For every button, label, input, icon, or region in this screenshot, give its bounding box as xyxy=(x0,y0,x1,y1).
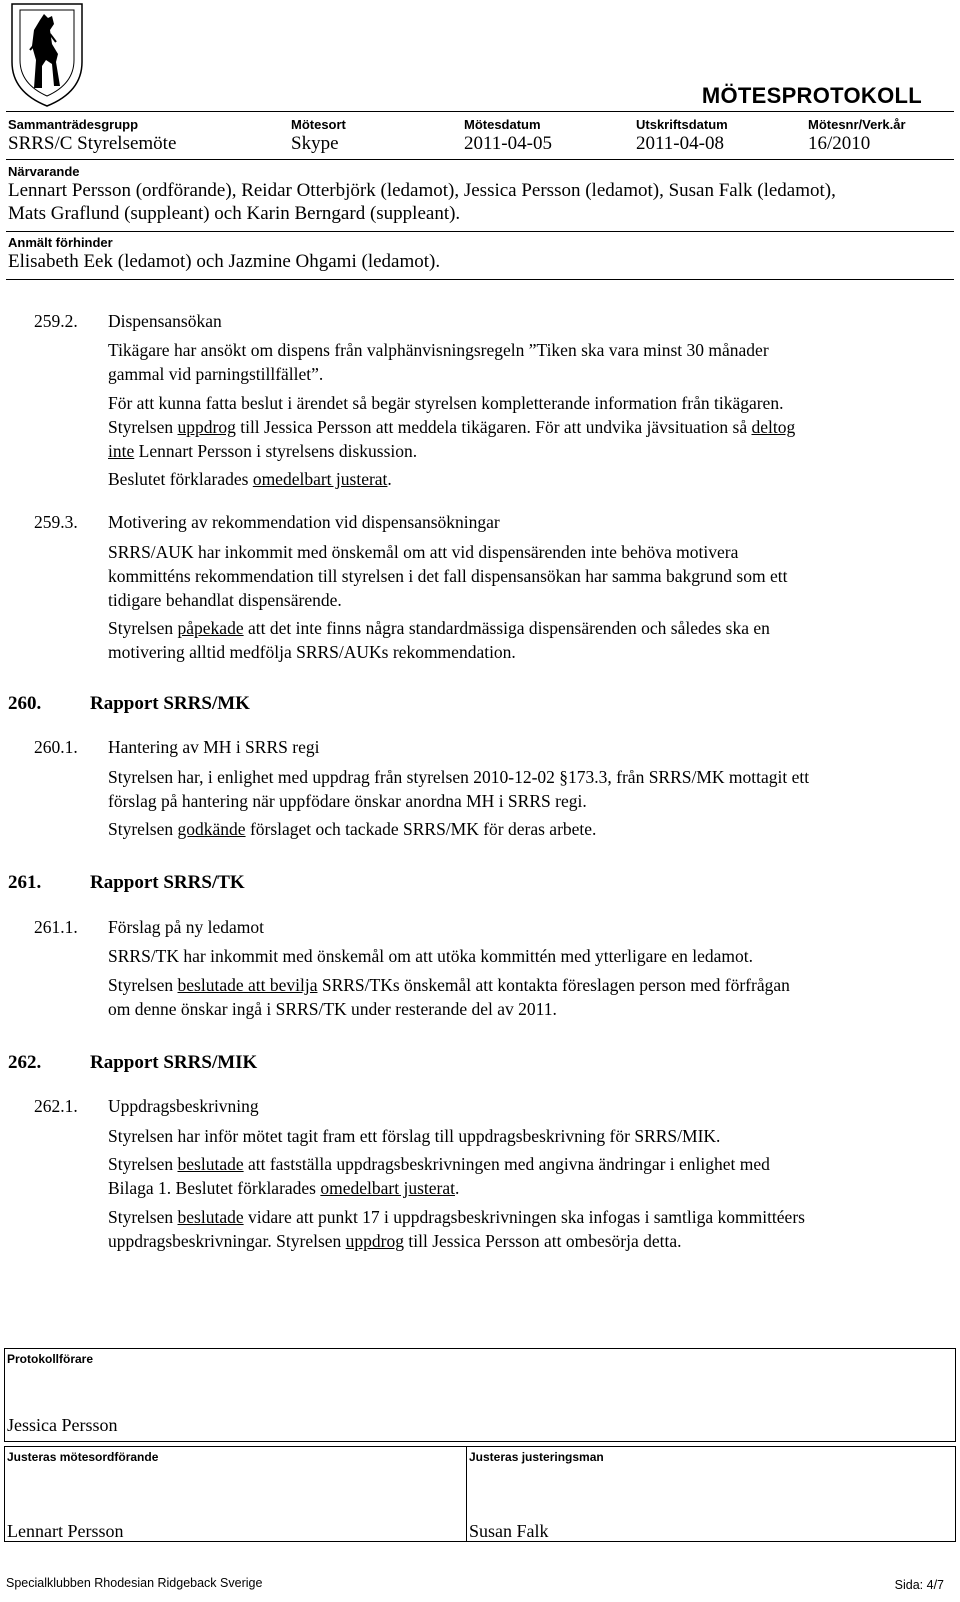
item-number-260-1: 260.1. xyxy=(34,737,78,757)
item-title-259-3: Motivering av rekommendation vid dispensansökningar xyxy=(108,512,500,532)
decision-word: omedelbart justerat xyxy=(320,1178,455,1198)
decision-word: beslutade xyxy=(177,1207,244,1227)
text-run: Styrelsen xyxy=(108,618,178,638)
text-run: Styrelsen xyxy=(108,1207,178,1227)
item-262-1-line-2 xyxy=(108,1152,770,1176)
field-label-sammantradesgrupp: Sammanträdesgrupp xyxy=(8,117,139,132)
item-259-2-line-5 xyxy=(108,439,417,463)
header-rule-top xyxy=(6,111,954,112)
footer-page-number: Sida: 4/7 xyxy=(894,1578,944,1592)
field-value-motesdatum: 2011-04-05 xyxy=(464,133,552,154)
text-run: till Jessica Persson att meddela tikägaren. För att undvika jävsituation så xyxy=(235,417,752,437)
section-heading-260: Rapport SRRS/MK xyxy=(90,693,250,714)
present-line-2: Mats Graflund (suppleant) och Karin Berngard (suppleant). xyxy=(8,203,461,224)
item-260-1-line-2: förslag på hantering när uppfödare önskar anordna MH i SRRS regi. xyxy=(108,791,587,811)
absent-value: Elisabeth Eek (ledamot) och Jazmine Ohgami (ledamot). xyxy=(8,251,441,272)
header-rule-absent xyxy=(6,231,954,232)
present-line-1: Lennart Persson (ordförande), Reidar Otterbjörk (ledamot), Jessica Persson (ledamot), Susan Falk (ledamot), xyxy=(8,180,836,201)
text-run: Styrelsen xyxy=(108,819,178,839)
item-title-262-1: Uppdragsbeskrivning xyxy=(108,1096,259,1116)
item-259-2-line-4 xyxy=(108,415,795,439)
item-260-1-line-1: Styrelsen har, i enlighet med uppdrag från styrelsen 2010-12-02 §173.3, från SRRS/MK mottagit ett xyxy=(108,767,810,787)
item-261-1-line-2 xyxy=(108,973,790,997)
text-run: uppdragsbeskrivningar. Styrelsen xyxy=(108,1231,346,1251)
item-title-259-2: Dispensansökan xyxy=(108,311,222,331)
item-259-3-line-3: tidigare behandlat dispensärende. xyxy=(108,590,342,610)
decision-word: beslutade xyxy=(177,1154,244,1174)
item-259-2-line-3: För att kunna fatta beslut i ärendet så begär styrelsen kompletterande information från tikägaren. xyxy=(108,393,784,413)
section-number-262: 262. xyxy=(8,1052,42,1073)
item-262-1-line-4 xyxy=(108,1205,805,1229)
item-title-260-1: Hantering av MH i SRRS regi xyxy=(108,737,320,757)
signature-label-justeringsman: Justeras justeringsman xyxy=(469,1450,604,1464)
field-value-utskriftsdatum: 2011-04-08 xyxy=(636,133,724,154)
decision-word: deltog xyxy=(751,417,796,437)
text-run: SRRS/TKs önskemål att kontakta föreslagen person med förfrågan xyxy=(317,975,790,995)
text-run: till Jessica Persson att ombesörja detta. xyxy=(404,1231,682,1251)
text-run: att det inte finns några standardmässiga dispensärenden och således ska en xyxy=(243,618,770,638)
text-run: Bilaga 1. Beslutet förklarades xyxy=(108,1178,321,1198)
item-259-3-line-2: kommitténs rekommendation till styrelsen i det fall dispensansökan har samma bakgrund som ett xyxy=(108,566,788,586)
decision-word: uppdrog xyxy=(177,417,236,437)
item-259-2-line-6 xyxy=(108,467,392,491)
item-number-259-3: 259.3. xyxy=(34,512,78,532)
field-label-utskriftsdatum: Utskriftsdatum xyxy=(636,117,728,132)
decision-word: påpekade xyxy=(177,618,244,638)
section-heading-262: Rapport SRRS/MIK xyxy=(90,1052,258,1073)
item-262-1-line-3 xyxy=(108,1176,459,1200)
text-run: Beslutet förklarades xyxy=(108,469,253,489)
item-259-3-line-4 xyxy=(108,616,770,640)
signature-name-justeringsman: Susan Falk xyxy=(469,1521,549,1541)
item-259-2-line-2: gammal vid parningstillfället”. xyxy=(108,364,324,384)
item-262-1-line-5 xyxy=(108,1229,682,1253)
item-title-261-1: Förslag på ny ledamot xyxy=(108,917,265,937)
signature-box-protokollforare xyxy=(4,1348,956,1442)
footer-organization: Specialklubben Rhodesian Ridgeback Sverige xyxy=(6,1576,263,1590)
item-number-259-2: 259.2. xyxy=(34,311,78,331)
text-run: Styrelsen xyxy=(108,1154,178,1174)
header-rule-present xyxy=(6,159,954,160)
club-logo xyxy=(4,0,90,108)
field-value-motesnr: 16/2010 xyxy=(808,133,871,154)
section-number-261: 261. xyxy=(8,872,42,893)
field-label-motesnr: Mötesnr/Verk.år xyxy=(808,117,906,132)
text-run: Styrelsen xyxy=(108,417,178,437)
text-run: förslaget och tackade SRRS/MK för deras arbete. xyxy=(245,819,597,839)
item-261-1-line-1: SRRS/TK har inkommit med önskemål om att utöka kommittén med ytterligare en ledamot. xyxy=(108,946,753,966)
field-value-sammantradesgrupp: SRRS/C Styrelsemöte xyxy=(8,133,177,154)
field-label-motesort: Mötesort xyxy=(291,117,346,132)
document-title: MÖTESPROTOKOLL xyxy=(701,83,922,108)
signature-label-ordforande: Justeras mötesordförande xyxy=(7,1450,159,1464)
signature-label-protokollforare: Protokollförare xyxy=(7,1352,94,1366)
item-number-261-1: 261.1. xyxy=(34,917,78,937)
absent-label: Anmält förhinder xyxy=(8,235,113,250)
item-259-3-line-1: SRRS/AUK har inkommit med önskemål om att vid dispensärenden inte behöva motivera xyxy=(108,542,739,562)
decision-word: inte xyxy=(108,441,135,461)
field-label-motesdatum: Mötesdatum xyxy=(464,117,541,132)
item-259-2-line-1: Tikägare har ansökt om dispens från valphänvisningsregeln ”Tiken ska vara minst 30 månader xyxy=(108,340,769,360)
item-262-1-line-1: Styrelsen har inför mötet tagit fram ett förslag till uppdragsbeskrivning för SRRS/MIK. xyxy=(108,1126,721,1146)
text-run: vidare att punkt 17 i uppdragsbeskrivningen ska infogas i samtliga kommittéers xyxy=(243,1207,805,1227)
text-run: att fastställa uppdragsbeskrivningen med angivna ändringar i enlighet med xyxy=(243,1154,770,1174)
field-value-motesort: Skype xyxy=(291,133,339,154)
decision-word: uppdrog xyxy=(345,1231,404,1251)
text-run: . xyxy=(454,1178,460,1198)
item-260-1-line-3 xyxy=(108,817,596,841)
item-261-1-line-3: om denne önskar ingå i SRRS/TK under resterande del av 2011. xyxy=(108,999,557,1019)
present-label: Närvarande xyxy=(8,164,80,179)
text-run: Styrelsen xyxy=(108,975,178,995)
signature-name-protokollforare: Jessica Persson xyxy=(7,1415,118,1435)
text-run: . xyxy=(387,469,392,489)
item-259-3-line-5: motivering alltid medfölja SRRS/AUKs rekommendation. xyxy=(108,642,516,662)
signature-name-ordforande: Lennart Persson xyxy=(7,1521,124,1541)
decision-word: beslutade att bevilja xyxy=(177,975,318,995)
decision-word: omedelbart justerat xyxy=(252,469,388,489)
header-rule-bottom xyxy=(6,279,954,280)
section-number-260: 260. xyxy=(8,693,42,714)
item-number-262-1: 262.1. xyxy=(34,1096,78,1116)
decision-word: godkände xyxy=(177,819,246,839)
text-run: Lennart Persson i styrelsens diskussion. xyxy=(134,441,418,461)
section-heading-261: Rapport SRRS/TK xyxy=(90,872,245,893)
